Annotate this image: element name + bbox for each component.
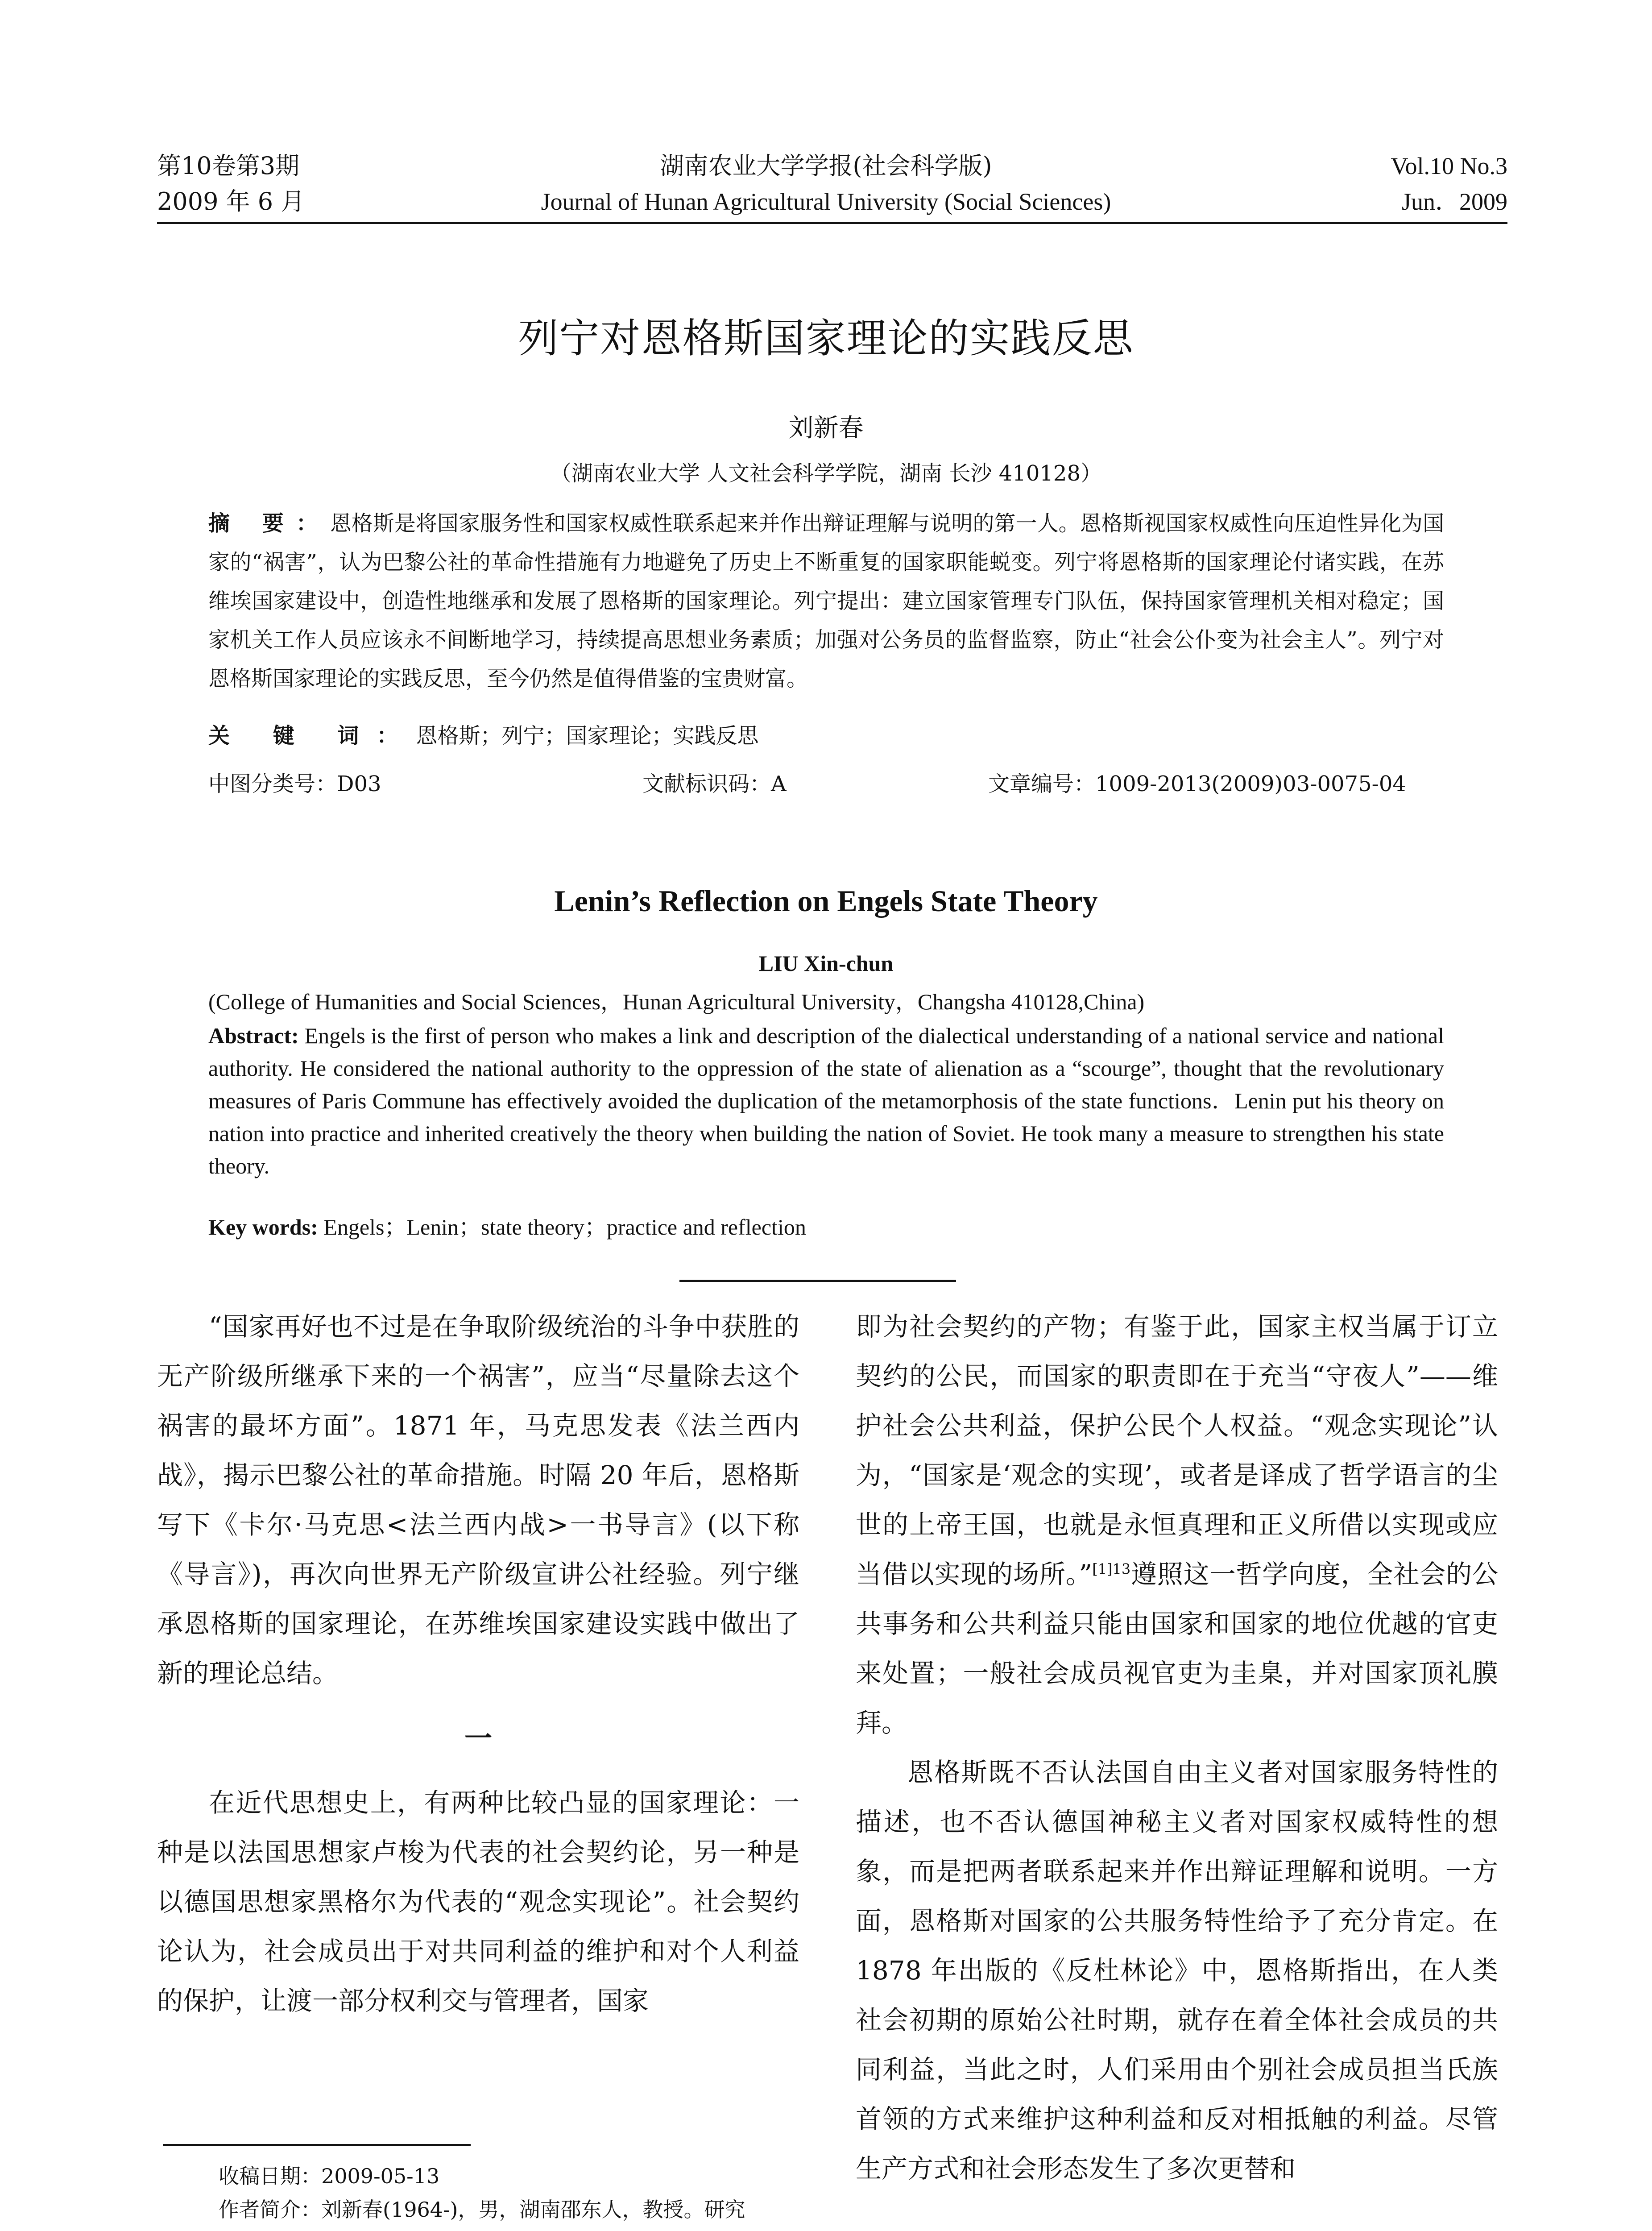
keywords-cn	[208, 718, 1444, 749]
body-paragraph: 在近代思想史上，有两种比较凸显的国家理论：一种是以法国思想家卢梭为代表的社会契约论，另一种是以德国思想家黑格尔为代表的“观念实现论”。社会契约论认为，社会成员出于对共同利益的维护和对个人利益的保护，让渡一部分权利交与管理者，国家	[157, 1787, 799, 2016]
clc-value: D03	[337, 771, 381, 796]
header-date-cn: 2009 年 6 月	[157, 187, 305, 216]
body-paragraph: 恩格斯既不否认法国自由主义者对国家服务特性的描述，也不否认德国神秘主义者对国家权威特性的想象，而是把两者联系起来并作出辩证理解和说明。一方面，恩格斯对国家的公共服务特性给予了充分肯定。在 1878 年出版的《反杜林论》中，恩格斯指出，在人类社会初期的原始公社时期，就存在着全体社会成员的共同利益，当此之时，人们采用由个别社会成员担当氏族首领的方式来维护这种利益和反对相抵触的利益。尽管生产方式和社会形态发生了多次更替和	[856, 1757, 1498, 2184]
section-divider	[679, 1280, 956, 1282]
body-text: 即为社会契约的产物；有鉴于此，国家主权当属于订立契约的公民，而国家的职责即在于充当“守夜人”——维护社会公共利益，保护公民个人权益。“观念实现论”认为，“国家是‘观念的实现’，或者是译成了哲学语言的尘世的上帝王国，也就是永恒真理和正义所借以实现或应当借以实现的场所。”	[856, 1311, 1498, 1589]
body-text: 遵照这一哲学向度，全社会的公共事务和公共利益只能由国家和国家的地位优越的官吏来处置；一般社会成员视官吏为圭臬，并对国家顶礼膜拜。	[856, 1559, 1498, 1738]
body-paragraph: “国家再好也不过是在争取阶级统治的斗争中获胜的无产阶级所继承下来的一个祸害”，应当“尽量除去这个祸害的最坏方面”。1871 年，马克思发表《法兰西内战》，揭示巴黎公社的革命措施。时隔 20 年后，恩格斯写下《卡尔·马克思<法兰西内战>一书导言》(以下称《导言》)，再次向世界无产阶级宣讲公社经验。列宁继承恩格斯的国家理论，在苏维埃国家建设实践中做出了新的理论总结。	[157, 1311, 799, 1688]
affiliation-en: (College of Humanities and Social Sciences，Hunan Agricultural University，Changsha 410128,China)	[208, 989, 1145, 1014]
keywords-cn-text: 恩格斯；列宁；国家理论；实践反思	[416, 723, 759, 748]
author-bio-continued	[176, 2227, 810, 2231]
footnote	[176, 2160, 810, 2231]
affiliation-cn: （湖南农业大学 人文社会科学学院，湖南 长沙 410128）	[550, 461, 1102, 486]
document-code-value: A	[771, 771, 787, 796]
body-left-column	[157, 1302, 799, 2026]
section-heading: 一	[464, 1722, 492, 1754]
article-id-value: 1009-2013(2009)03-0075-04	[1095, 771, 1406, 796]
clc-number	[208, 767, 381, 797]
document-code	[642, 767, 787, 797]
citation-marker: [1]13	[1092, 1560, 1131, 1578]
title-cn: 列宁对恩格斯国家理论的实践反思	[518, 315, 1134, 362]
header-volume-cn: 第10卷第3期	[157, 152, 300, 180]
document-code-label: 文献标识码：	[642, 771, 771, 796]
keywords-en	[208, 1209, 806, 1241]
article-id	[988, 767, 1406, 797]
article-id-label: 文章编号：	[988, 771, 1096, 796]
author-cn: 刘新春	[788, 414, 864, 443]
header-volume-en: Vol.10 No.3	[1391, 153, 1507, 179]
clc-label: 中图分类号：	[208, 771, 337, 796]
body-paragraph	[856, 1302, 1498, 1748]
abstract-en	[208, 1020, 1444, 1182]
abstract-cn	[208, 504, 1444, 698]
abstract-cn-text: 恩格斯是将国家服务性和国家权威性联系起来并作出辩证理解与说明的第一人。恩格斯视国家权威性向压迫性异化为国家的“祸害”，认为巴黎公社的革命性措施有力地避免了历史上不断重复的国家职能蜕变。列宁将恩格斯的国家理论付诸实践，在苏维埃国家建设中，创造性地继承和发展了恩格斯的国家理论。列宁提出：建立国家管理专门队伍，保持国家管理机关相对稳定；国家机关工作人员应该永不间断地学习，持续提高思想业务素质；加强对公务员的监督监察，防止“社会公仆变为社会主人”。列宁对恩格斯国家理论的实践反思，至今仍然是值得借鉴的宝贵财富。	[208, 511, 1444, 691]
header-rule	[157, 222, 1507, 224]
footnote-rule	[163, 2144, 471, 2146]
abstract-en-text: Engels is the first of person who makes a link and description of the dialectical understanding of a national service and national authority. He considered the national authority to the oppression of the state of alienation as a “scourge”, thought that the revolutionary measures of Paris Commune has effectively avoided the duplication of the metamorphosis of the state functions．Lenin put his theory on nation into practice and inherited creatively the theory when building the nation of Soviet. He took many a measure to strengthen his state theory.	[208, 1023, 1444, 1178]
header-journal-cn: 湖南农业大学学报(社会科学版)	[660, 152, 992, 180]
received-date: 收稿日期：2009-05-13	[219, 2164, 440, 2188]
abstract-cn-label: 摘 要：	[208, 511, 330, 536]
keywords-en-text: Engels；Lenin；state theory；practice and reflection	[318, 1215, 806, 1240]
title-en: Lenin’s Reflection on Engels State Theory	[554, 884, 1098, 918]
keywords-en-label: Key words:	[208, 1215, 318, 1240]
header-journal-en: Journal of Hunan Agricultural University (Social Sciences)	[541, 188, 1111, 215]
abstract-en-label: Abstract:	[208, 1023, 299, 1048]
author-en: LIU Xin-chun	[758, 951, 894, 976]
header-date-en: Jun．2009	[1401, 188, 1507, 215]
keywords-cn-label: 关 键 词：	[208, 723, 416, 748]
body-right-column	[856, 1302, 1498, 2194]
author-bio: 作者简介：刘新春(1964-)，男，湖南邵东人，教授。研究	[219, 2198, 745, 2222]
